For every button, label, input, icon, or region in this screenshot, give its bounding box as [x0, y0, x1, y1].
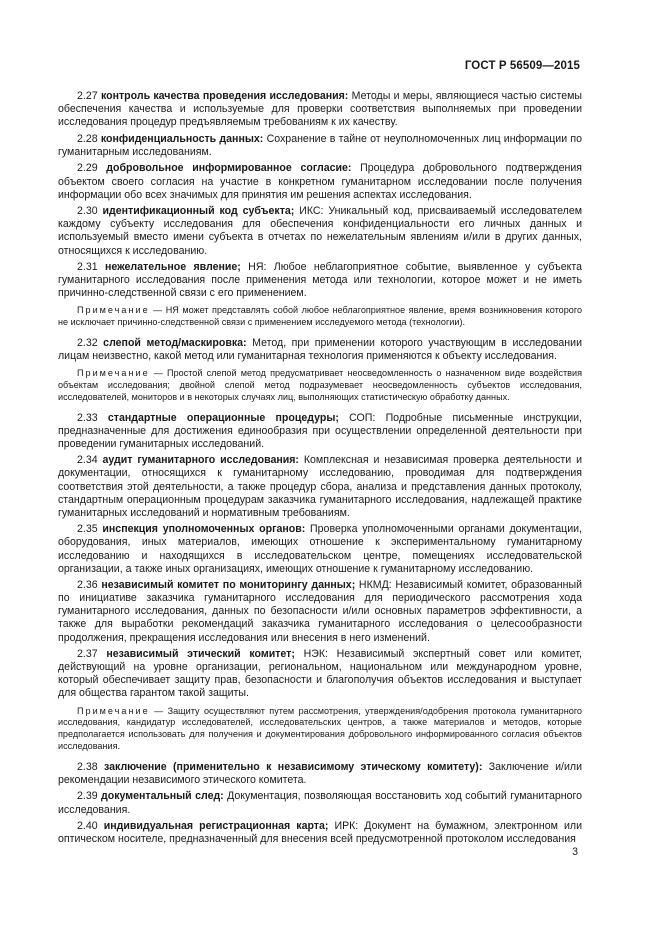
- page-number: 3: [572, 846, 578, 858]
- document-body: [58, 90, 582, 850]
- item-text: Комплексная и независимая проверка деятельности и документации, относящихся к гуманитарному исследованию, проводимая для подтверждения соответствия этой деятельности, а также процедур сбора, анализа и представления данных протоколу, стандартным операционным процедурам заказчика гуманитарного исследования, надлежащей практике гуманитарных исследований и нормативным требованиям.: [58, 454, 582, 519]
- item-text: СОП: Подробные письменные инструкции, предназначенные для достижения единообразия при осуществлении определенной деятельности при проведении гуманитарных исследований.: [58, 411, 582, 450]
- definition-item: [58, 790, 582, 816]
- item-note: [58, 368, 582, 403]
- note-text: НЯ может представлять собой любое неблагоприятное явление, время возникновения которого не исключает причинно-следственной связи с применением исследуемого метода (технологии).: [58, 305, 582, 328]
- definition-item: [58, 761, 582, 787]
- item-term: идентификационный код субъекта;: [102, 205, 295, 218]
- item-term: индивидуальная регистрационная карта;: [103, 820, 329, 833]
- definition-item: [58, 523, 582, 575]
- item-number: 2.39: [77, 790, 98, 803]
- item-number: 2.29: [77, 162, 98, 175]
- item-text: Метод, при применении которого участвующим в исследовании лицам неизвестно, какой метод или гуманитарная технология применяются к объекту исследования.: [58, 337, 582, 363]
- definition-item: [58, 820, 582, 846]
- item-term: контроль качества проведения исследования:: [100, 90, 349, 102]
- note-dash: —: [149, 705, 168, 716]
- item-number: 2.36: [77, 579, 98, 592]
- item-text: Документация, позволяющая восстановить ход событий гуманитарного исследования.: [58, 790, 582, 816]
- item-text: ИРК: Документ на бумажном, электронном или оптическом носителе, предназначенный для внесения всей предусмотренной протоколом исследования: [58, 820, 582, 846]
- note-dash: —: [149, 305, 166, 316]
- item-number: 2.31: [77, 261, 98, 274]
- item-term: стандартные операционные процедуры;: [107, 411, 339, 424]
- item-number: 2.33: [77, 411, 98, 424]
- item-term: инспекция уполномоченных органов:: [102, 523, 306, 536]
- item-number: 2.32: [77, 337, 98, 349]
- item-term: независимый этический комитет;: [106, 648, 295, 661]
- note-dash: —: [149, 368, 168, 379]
- item-number: 2.30: [77, 205, 98, 218]
- item-term: документальный след:: [101, 790, 224, 803]
- definition-item: [58, 579, 582, 644]
- item-text: НЭК: Независимый экспертный совет или комитет, действующий на уровне организации, региональном, национальном или международном уровне, который обеспечивает защиту прав, безопасности и благополучия объектов исследования и выступает для общества гарантом такой защиты.: [58, 648, 582, 700]
- note-text: Защиту осуществляют путем рассмотрения, утверждения/одобрения протокола гуманитарного исследования, кандидатур исследователей, исследовательских центров, а также материалов и методов, которые предполагается использовать для получения и документирования добровольного информированного согласия объектов исследования.: [58, 705, 582, 751]
- item-number: 2.34: [77, 454, 98, 467]
- item-text: НКМД: Независимый комитет, образованный по инициативе заказчика гуманитарного исследования для периодического рассмотрения хода гуманитарного исследования, данных по безопасности и/или основных параметров эффективности, а также для выработки рекомендаций заказчика гуманитарного исследования о целесообразности продолжения, прекращения исследования или внесения в него изменений.: [58, 579, 583, 644]
- definition-item: [58, 90, 582, 129]
- item-note: [58, 305, 582, 329]
- definition-item: [58, 454, 582, 519]
- note-label: Примечание: [77, 705, 150, 716]
- note-label: Примечание: [77, 305, 150, 316]
- item-text: Заключение и/или рекомендации независимого этического комитета.: [58, 760, 582, 786]
- item-term: конфиденциальность данных:: [100, 132, 264, 145]
- item-number: 2.35: [77, 523, 98, 536]
- definition-item: [58, 337, 582, 363]
- standard-header: ГОСТ Р 56509—2015: [464, 60, 580, 72]
- item-term: независимый комитет по мониторингу данных;: [101, 579, 356, 592]
- item-number: 2.27: [77, 90, 98, 102]
- item-text: Процедура добровольного подтверждения объектом своего согласия на участие в конкретном гуманитарном исследовании после получения информации обо всех значимых для принятия им решения аспектах исследования.: [58, 162, 583, 201]
- definition-item: [58, 412, 582, 451]
- definition-item: [58, 162, 582, 201]
- definition-item: [58, 261, 582, 300]
- item-number: 2.37: [77, 648, 98, 661]
- definition-item: [58, 133, 582, 159]
- item-term: аудит гуманитарного исследования:: [102, 454, 299, 467]
- item-text: Сохранение в тайне от неуполномоченных лиц информации по гуманитарным исследованиям.: [58, 132, 582, 158]
- item-term: нежелательное явление;: [104, 261, 241, 274]
- note-text: Простой слепой метод предусматривает неосведомленность о назначенном виде воздействия объектам исследования; двойной слепой метод подразумевает неосведомленность субъектов исследования, исследователей, мониторов и в некоторых случаях лиц, выполняющих статистическую обработку данных.: [58, 368, 582, 402]
- definition-item: [58, 648, 582, 700]
- item-text: ИКС: Уникальный код, присваиваемый исследователем каждому субъекту исследования для обеспечения конфиденциальности его личных данных и используемый вместо имени субъекта в отчетах по нежелательным явлениям и/или в других данных, относящихся к исследованию.: [58, 205, 582, 257]
- item-number: 2.38: [77, 760, 98, 773]
- item-term: заключение (применительно к независимому этическому комитету):: [104, 760, 483, 773]
- definition-item: [58, 205, 582, 257]
- item-number: 2.28: [77, 132, 98, 145]
- note-label: Примечание: [77, 368, 150, 379]
- item-term: слепой метод/маскировка:: [103, 337, 247, 349]
- item-text: Методы и меры, являющиеся частью системы обеспечения качества и используемые для проверки соответствия выполняемых при проведении исследования процедур предъявляемым требованиям к их качеству.: [58, 90, 582, 129]
- item-number: 2.40: [77, 820, 98, 833]
- item-text: НЯ: Любое неблагоприятное событие, выявленное у субъекта гуманитарного исследования после применения метода или технологии, которое может и не иметь причинно-следственной связи с его применением.: [58, 261, 582, 300]
- item-text: Проверка уполномоченными органами документации, оборудования, иных материалов, имеющих отношение к экспериментальному гуманитарному исследованию и находящихся в исследовательском центре, помещениях исследовательской организации, а также иных организациях, имеющих отношение к гуманитарному исследованию.: [58, 523, 582, 575]
- item-note: [58, 706, 582, 753]
- item-term: добровольное информированное согласие:: [106, 162, 352, 175]
